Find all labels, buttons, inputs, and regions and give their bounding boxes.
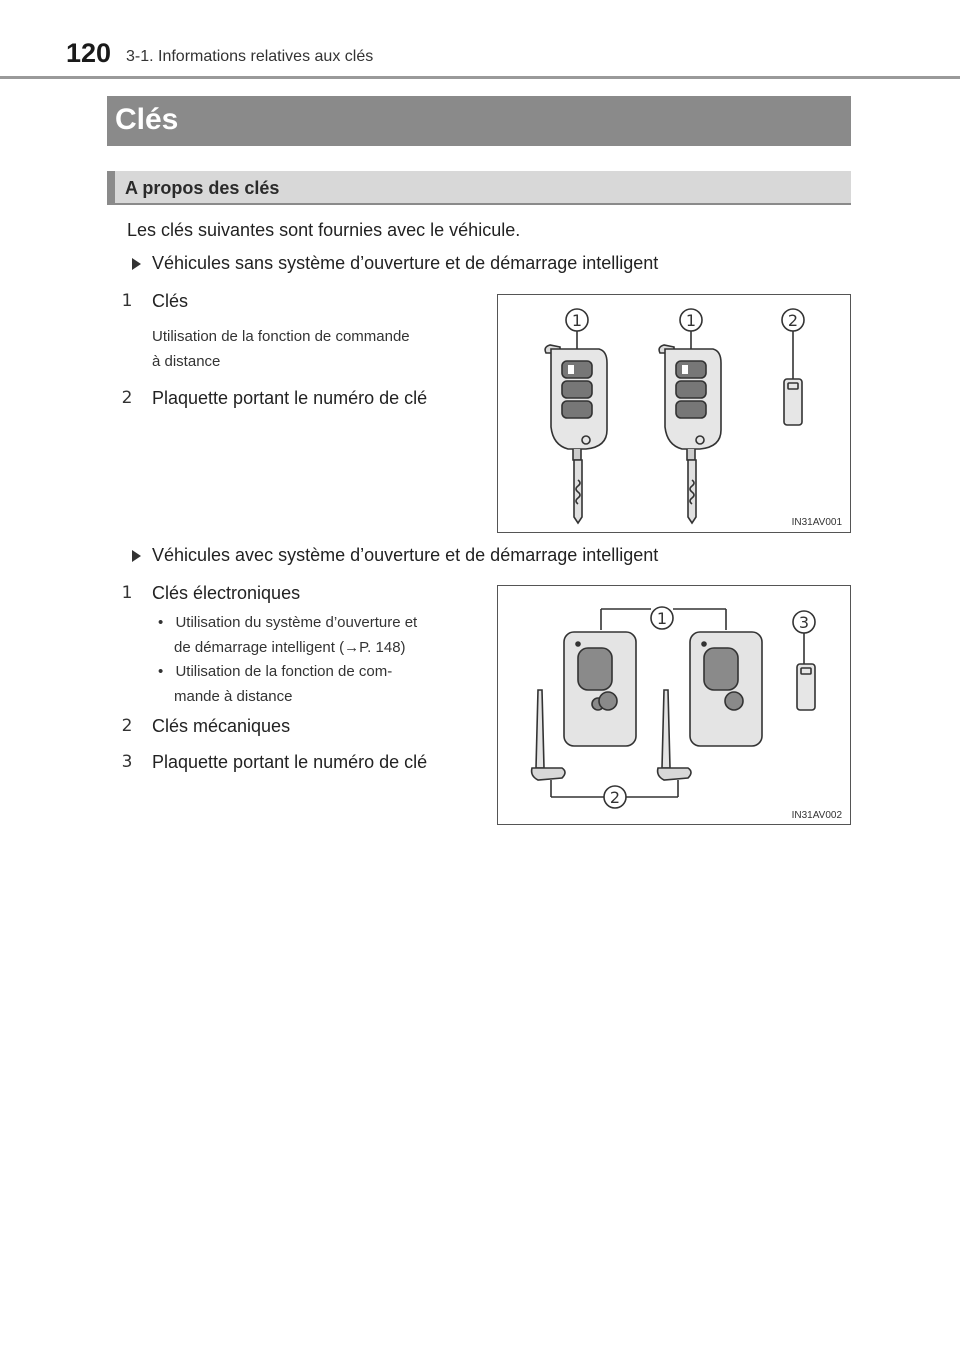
item-number: 1 <box>121 583 133 603</box>
item-number: 1 <box>121 291 133 311</box>
bullet-item: • Utilisation de la fonction de com- mande à distance <box>158 663 393 705</box>
figure-keys-standard <box>497 294 851 533</box>
item-label: Clés mécaniques <box>152 716 291 736</box>
figure-code: IN31AV002 <box>791 810 842 821</box>
item-description: Utilisation de la fonction de commande à distance <box>152 328 410 370</box>
callout-label: 1 <box>656 609 668 628</box>
bullet-dot-icon: • <box>158 663 164 680</box>
item-number: 3 <box>121 752 133 772</box>
item-label: Clés <box>152 291 189 311</box>
section-title: A propos des clés <box>107 171 851 205</box>
item-label: Plaquette portant le numéro de clé <box>152 752 428 772</box>
item-number: 2 <box>121 388 133 408</box>
callout-label: 2 <box>787 311 799 330</box>
group2-heading: Véhicules avec système d’ouverture et de démarrage intelligent <box>152 545 659 565</box>
smart-keys-illustration <box>498 586 850 824</box>
item-label: Plaquette portant le numéro de clé <box>152 388 428 408</box>
page-title: Clés <box>107 96 851 146</box>
callout-label: 2 <box>609 788 621 807</box>
figure-keys-smart <box>497 585 851 825</box>
item-label: Clés électroniques <box>152 583 301 603</box>
intro-text: Les clés suivantes sont fournies avec le véhicule. <box>127 220 521 240</box>
keys-illustration <box>498 295 850 532</box>
bullet-item: • Utilisation du système d’ouverture et de démarrage intelligent (→P. 148) <box>158 614 418 656</box>
chapter-title: 3-1. Informations relatives aux clés <box>126 48 374 65</box>
callout-label: 1 <box>571 311 583 330</box>
group1-heading: Véhicules sans système d’ouverture et de démarrage intelligent <box>152 253 659 273</box>
header-rule <box>0 76 960 79</box>
bullet-dot-icon: • <box>158 614 164 631</box>
callout-label: 3 <box>798 613 810 632</box>
triangle-bullet-icon <box>132 550 141 562</box>
figure-code: IN31AV001 <box>791 517 842 528</box>
item-number: 2 <box>121 716 133 736</box>
triangle-bullet-icon <box>132 258 141 270</box>
page-number: 120 <box>66 38 112 68</box>
callout-label: 1 <box>685 311 697 330</box>
